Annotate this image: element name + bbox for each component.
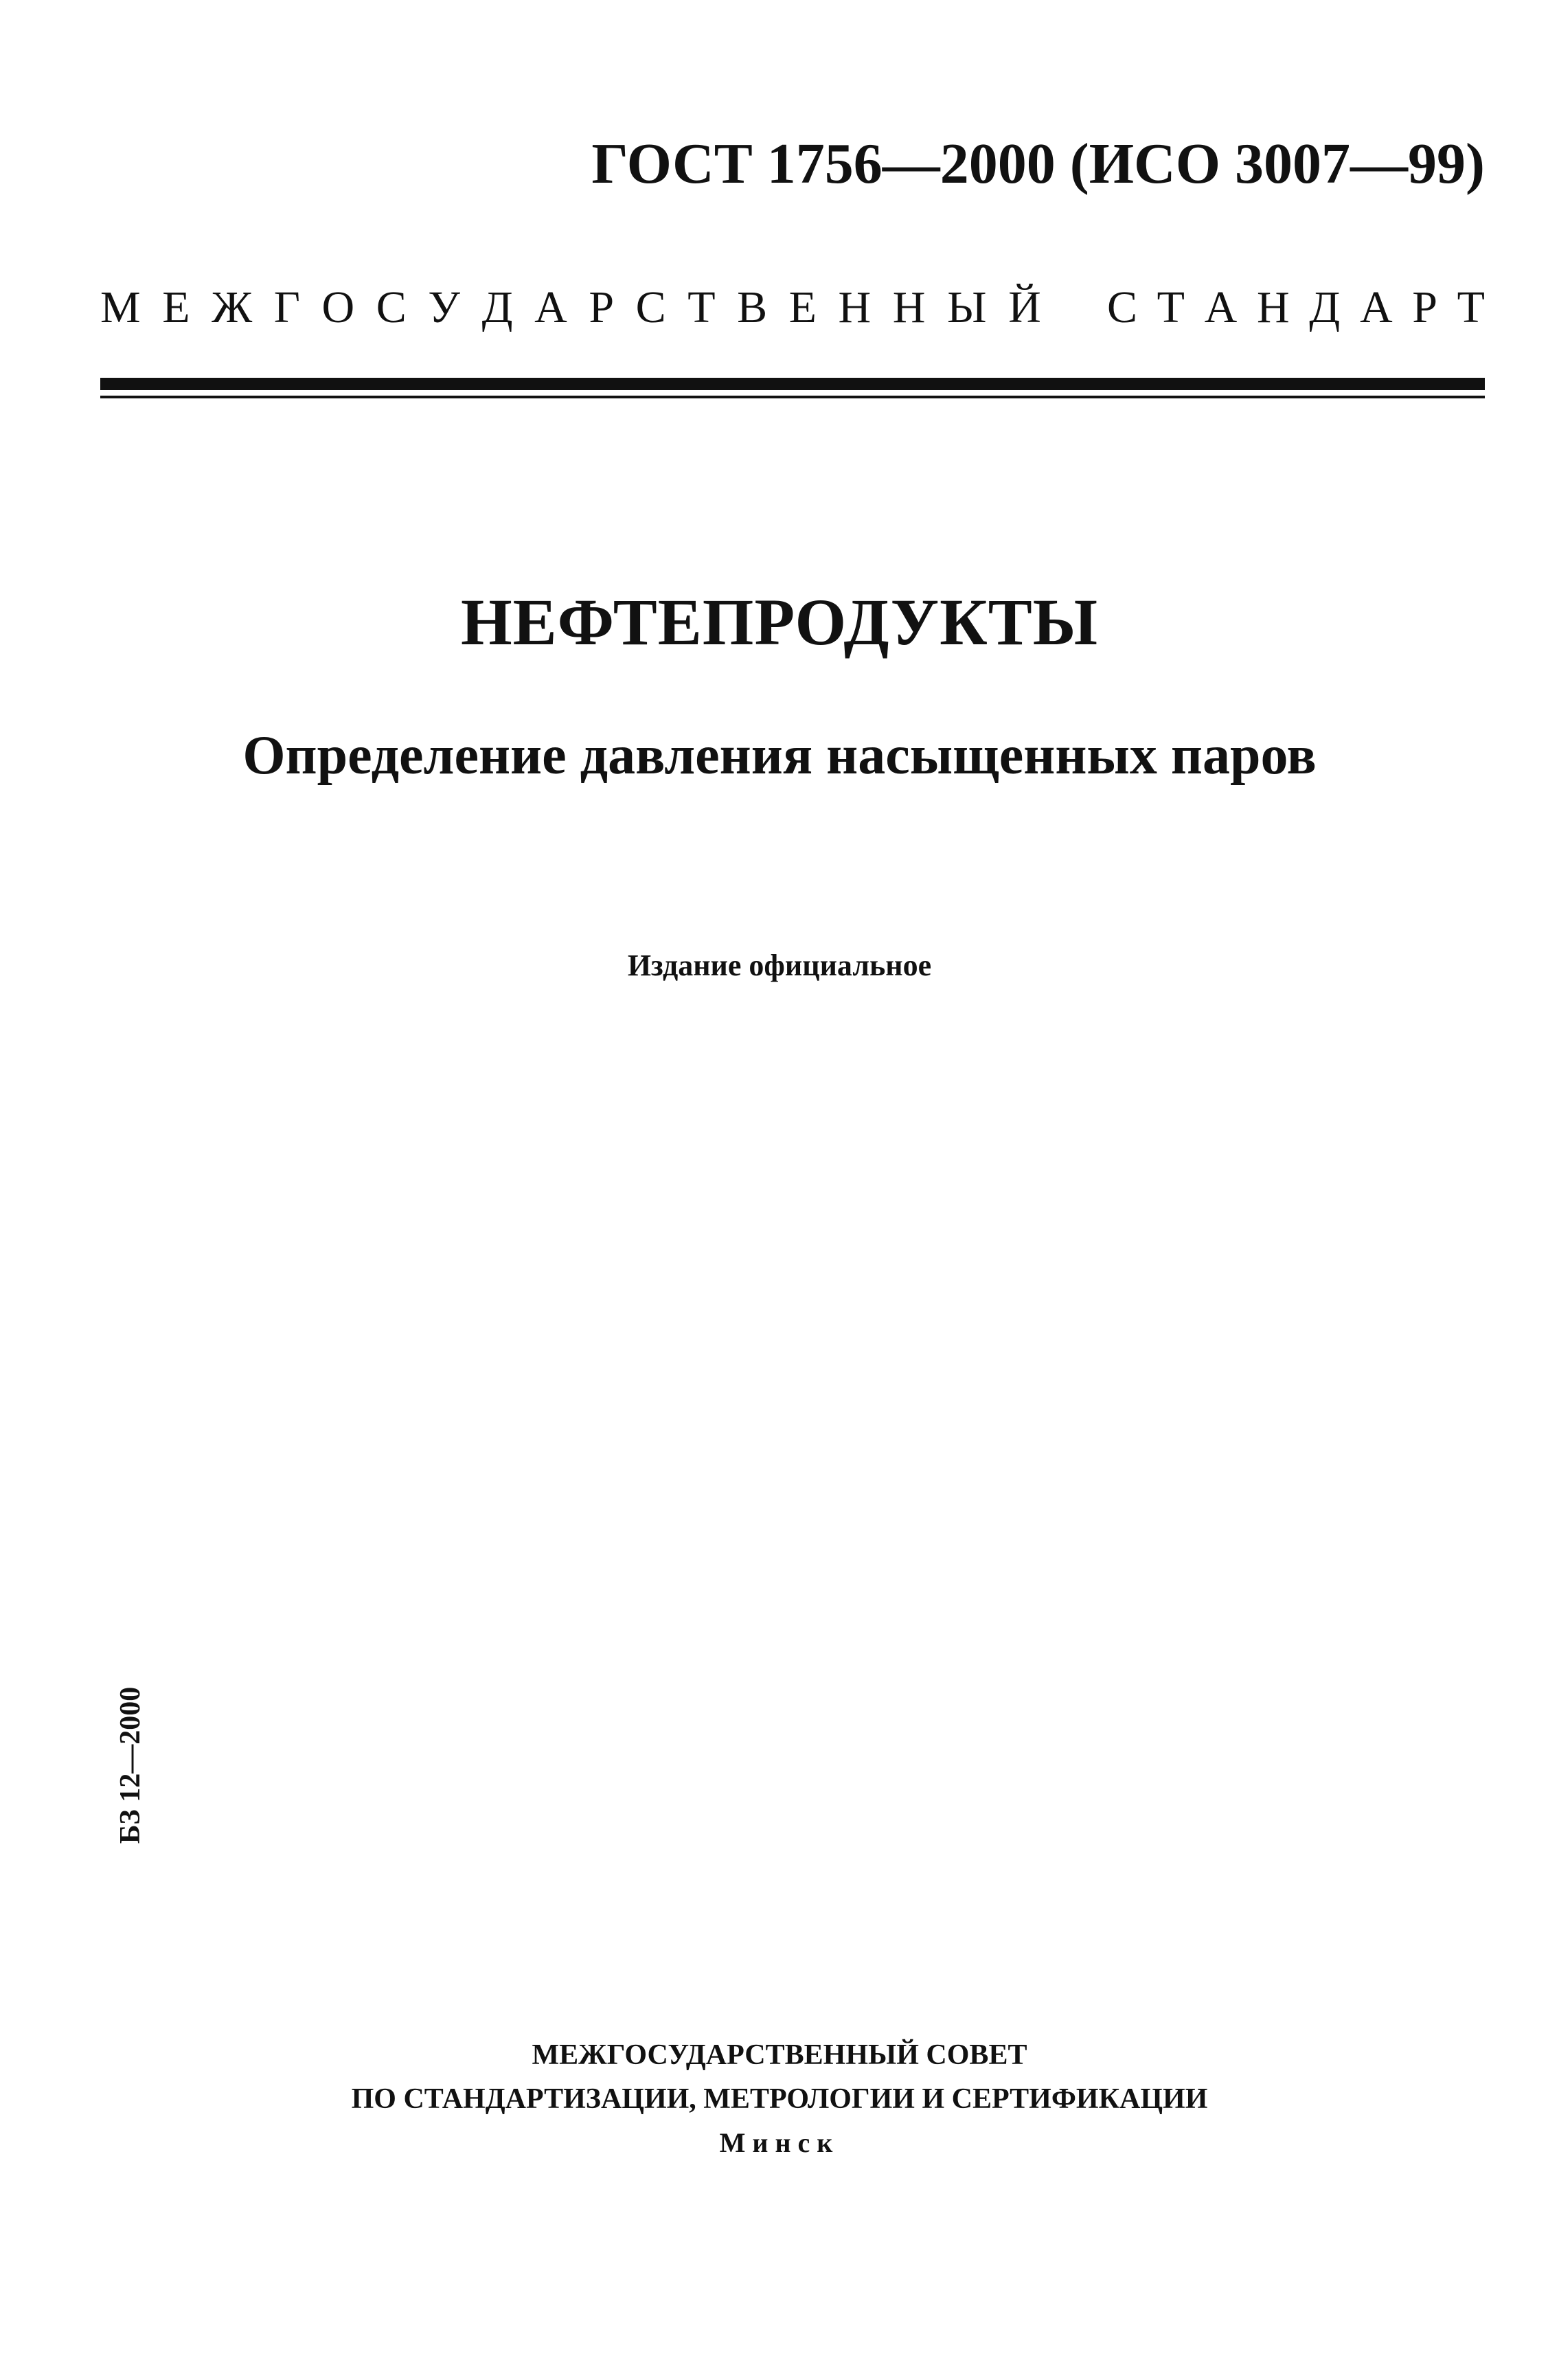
letter: Т [1457, 282, 1485, 332]
letter: С [376, 282, 407, 332]
letter: А [534, 282, 567, 332]
document-title: НЕФТЕПРОДУКТЫ [460, 585, 1099, 659]
edition-note: Издание официальное [627, 949, 932, 982]
letter: Д [481, 282, 513, 332]
letter: Г [273, 282, 300, 332]
letter: В [737, 282, 768, 332]
letter: А [1359, 282, 1393, 332]
letter: Ы [946, 282, 987, 332]
letter: Е [162, 282, 190, 332]
standard-type-word-standard [1107, 282, 1485, 334]
letter: Н [838, 282, 872, 332]
header-divider-thick [100, 378, 1485, 390]
letter: У [428, 282, 461, 332]
letter: Н [892, 282, 926, 332]
letter: Н [1256, 282, 1290, 332]
standard-designation: ГОСТ 1756—2000 (ИСО 3007—99) [591, 132, 1485, 196]
publisher-city: Минск [719, 2127, 840, 2158]
catalog-code: БЗ 12—2000 [115, 1686, 146, 1844]
letter: Р [589, 282, 615, 332]
publisher-line-1: МЕЖГОСУДАРСТВЕННЫЙ СОВЕТ [532, 2039, 1027, 2071]
letter: Т [1157, 282, 1185, 332]
publisher-line-2: ПО СТАНДАРТИЗАЦИИ, МЕТРОЛОГИИ И СЕРТИФИКАЦИИ [351, 2083, 1208, 2115]
standard-type-heading [100, 282, 1485, 334]
letter: Р [1412, 282, 1437, 332]
header-divider-thin [100, 396, 1485, 398]
standard-type-word-interstate [100, 282, 1041, 334]
letter: С [1107, 282, 1138, 332]
publisher-block [0, 2033, 1559, 2165]
letter: Е [788, 282, 817, 332]
letter: Т [687, 282, 716, 332]
letter: М [100, 282, 141, 332]
letter: Й [1008, 282, 1041, 332]
letter: Ж [212, 282, 253, 332]
letter: А [1204, 282, 1238, 332]
letter: О [321, 282, 355, 332]
letter: Д [1309, 282, 1341, 332]
letter: С [635, 282, 666, 332]
document-subtitle: Определение давления насыщенных паров [242, 725, 1317, 786]
